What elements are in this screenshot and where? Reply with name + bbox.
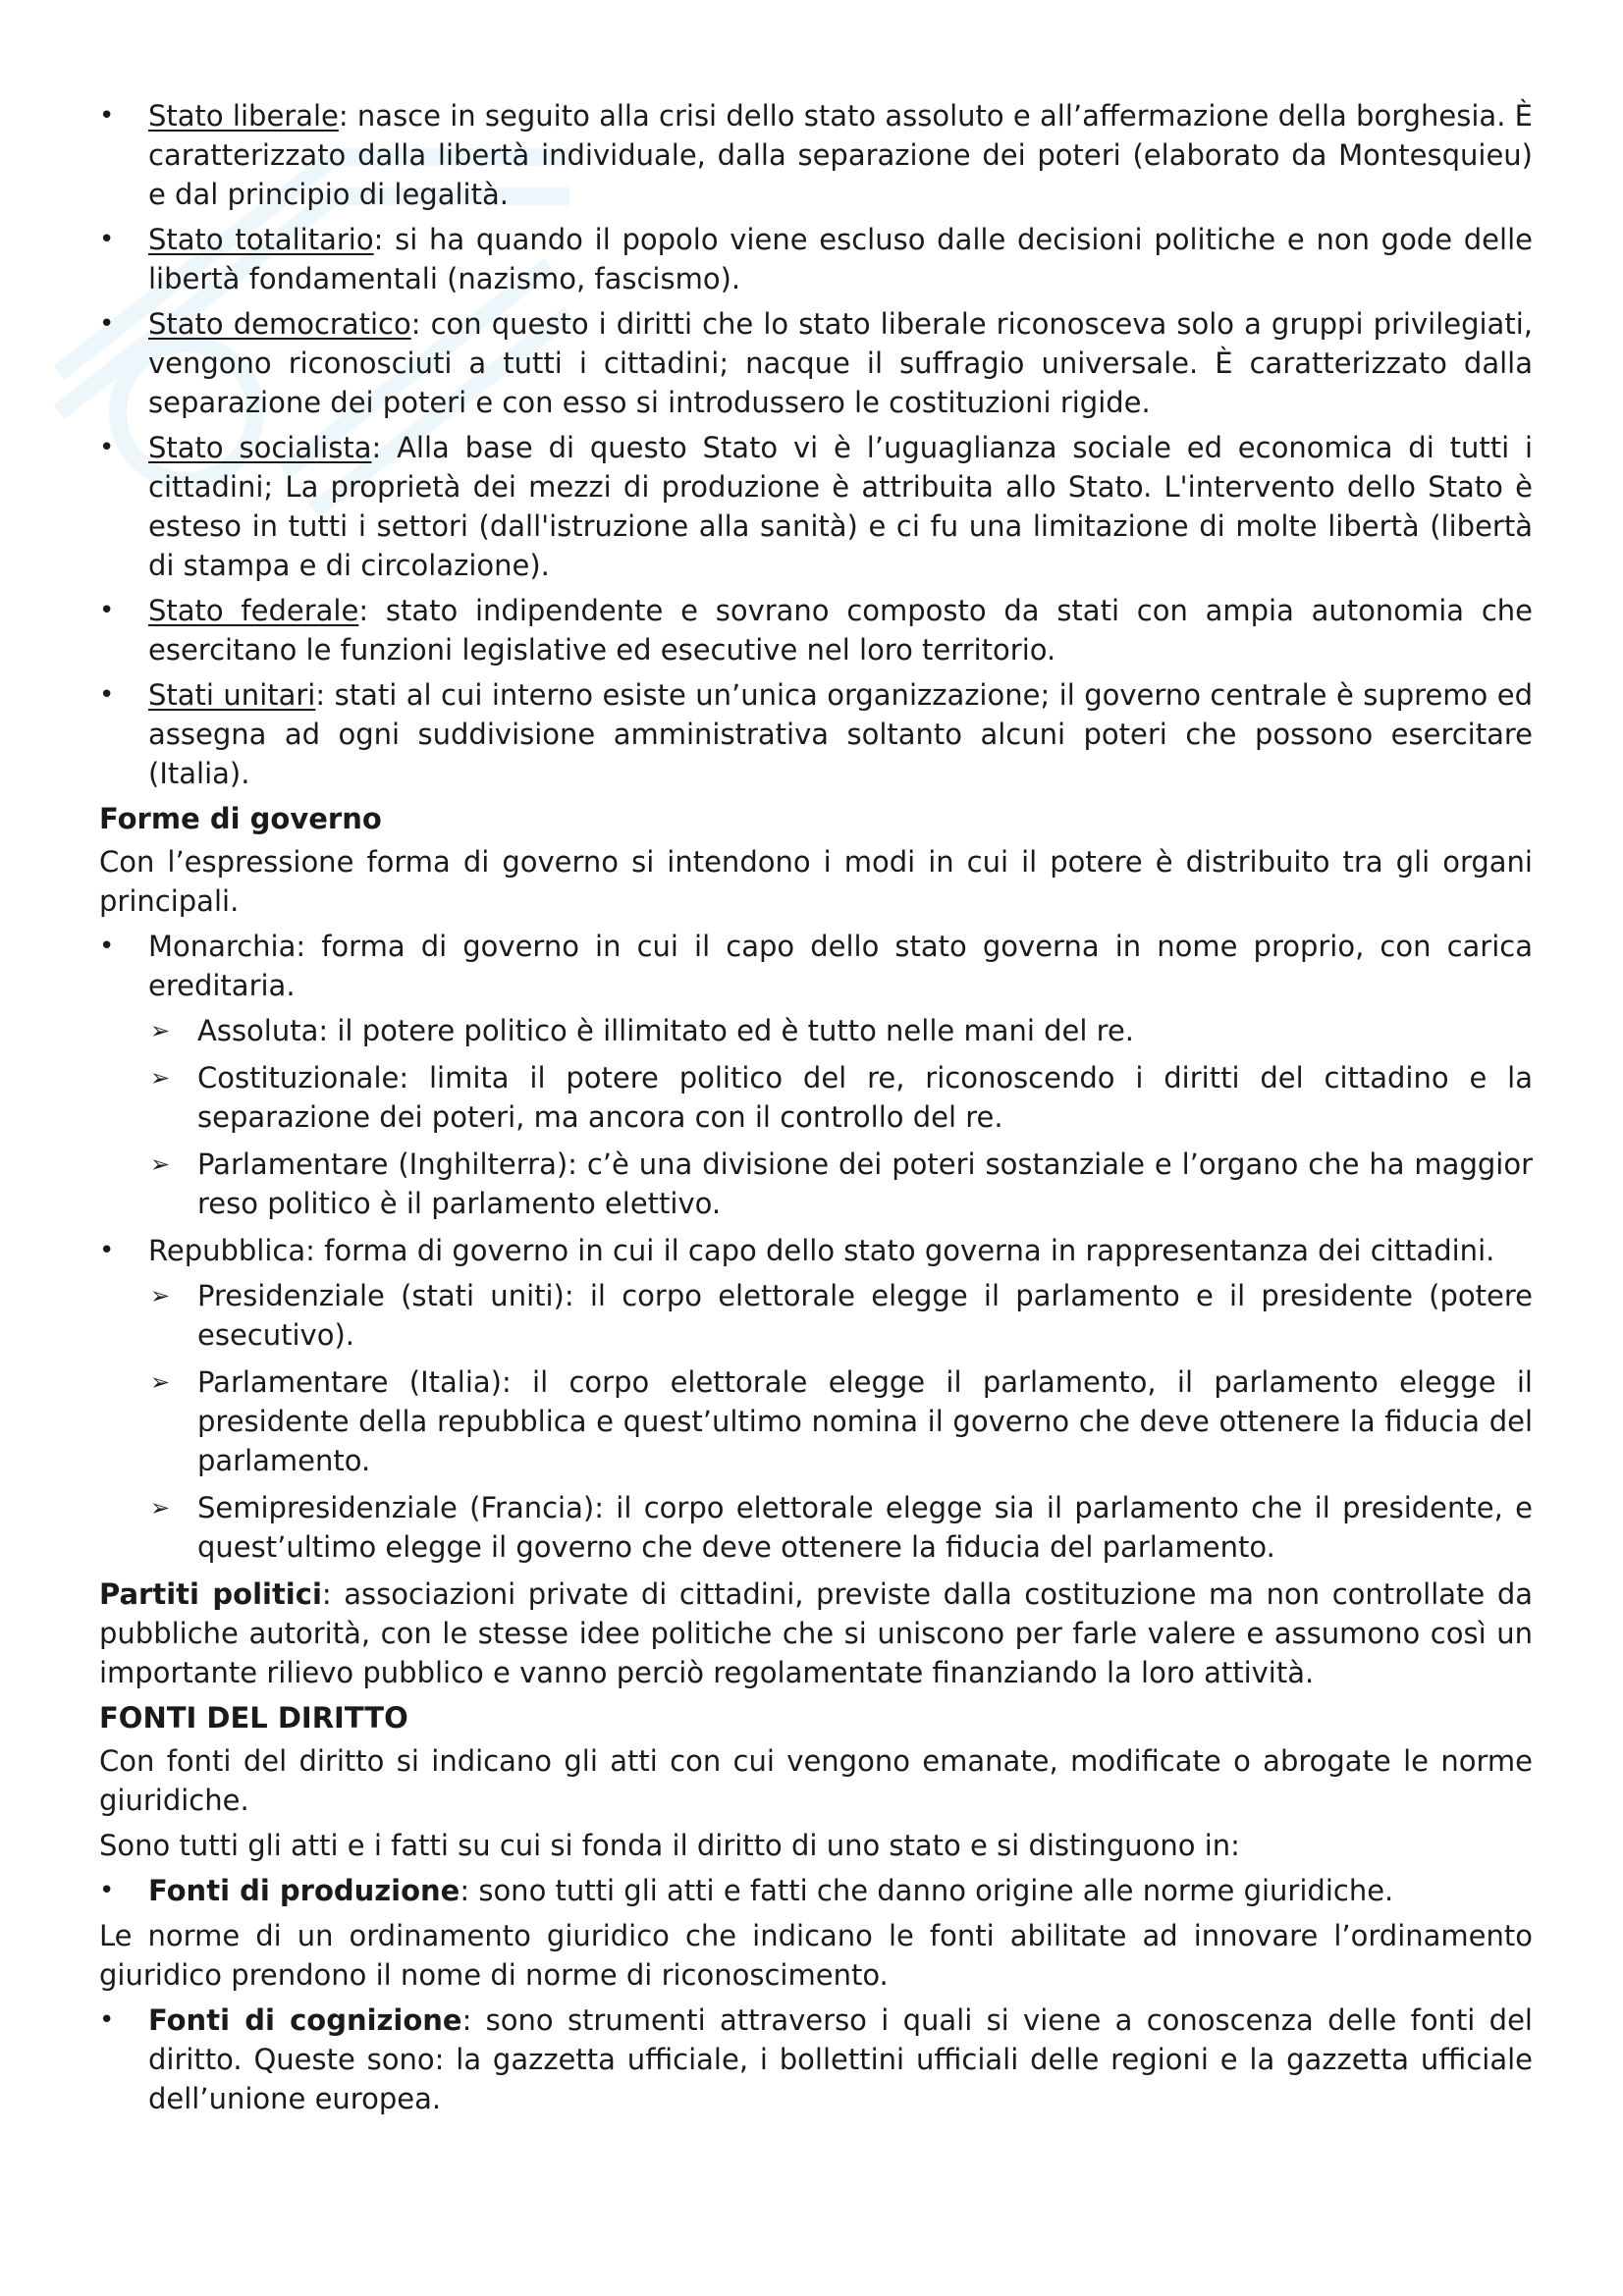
term: Stato liberale bbox=[148, 99, 339, 133]
section-heading-forme: Forme di governo bbox=[99, 802, 382, 835]
bullet-icon: • bbox=[99, 225, 115, 254]
list-item bbox=[99, 591, 1533, 669]
fonti-intro-2: Sono tutti gli atti e i fatti su cui si fonda il diritto di uno stato e si distinguono in: bbox=[99, 1829, 1240, 1862]
definition: : con questo i diritti che lo stato liberale riconosceva solo a gruppi privilegiati, vengono riconosciuti a tutti i cittadini; nacque il suffragio universale. È caratterizzato dalla separazione dei poteri e con esso si introdussero le costituzioni rigide. bbox=[148, 307, 1533, 419]
list-item bbox=[99, 220, 1533, 298]
sub-item bbox=[148, 1011, 1533, 1050]
term: Stato federale bbox=[148, 594, 359, 627]
list-item bbox=[99, 96, 1533, 214]
list-item bbox=[99, 304, 1533, 422]
definition: : sono tutti gli atti e fatti che danno origine alle norme giuridiche. bbox=[460, 1874, 1394, 1907]
term: Stato socialista bbox=[148, 431, 372, 464]
sub-item bbox=[148, 1488, 1533, 1567]
term: Fonti di cognizione bbox=[148, 2003, 462, 2037]
definition: : stato indipendente e sovrano composto da stati con ampia autonomia che esercitano le funzioni legislative ed esecutive nel loro territorio. bbox=[148, 594, 1534, 667]
bullet-icon: • bbox=[99, 433, 115, 462]
term: Stato totalitario bbox=[148, 223, 374, 256]
definition: : Alla base di questo Stato vi è l’uguaglianza sociale ed economica di tutti i cittadini; La proprietà dei mezzi di produzione è attribuita allo Stato. L'intervento dello Stato è esteso in tutti i settori (dall'istruzione alla sanità) e ci fu una limitazione di molte libertà (libertà di stampa e di circolazione). bbox=[148, 431, 1534, 582]
monarchia-text: Monarchia: forma di governo in cui il capo dello stato governa in nome proprio, con carica ereditaria. bbox=[148, 930, 1533, 1002]
bullet-icon: • bbox=[99, 1236, 115, 1265]
fonti-intro-1: Con fonti del diritto si indicano gli atti con cui vengono emanate, modificate o abrogate le norme giuridiche. bbox=[99, 1744, 1533, 1817]
definition: : si ha quando il popolo viene escluso dalle decisioni politiche e non gode delle libertà fondamentali (nazismo, fascismo). bbox=[148, 223, 1533, 295]
bullet-icon: • bbox=[99, 680, 115, 710]
arrowhead-icon: ➢ bbox=[150, 1368, 171, 1396]
sub-item bbox=[148, 1058, 1533, 1137]
definition: : nasce in seguito alla crisi dello stato assoluto e all’affermazione della borghesia. È caratterizzato dalla libertà individuale, dalla separazione dei poteri (elaborato da Montesquieu) e dal principio di legalità. bbox=[148, 99, 1533, 211]
sub-item-text: Parlamentare (Italia): il corpo elettorale elegge il parlamento, il parlamento elegge il presidente della repubblica e quest’ultimo nomina il governo che deve ottenere la fiducia del parlamento. bbox=[197, 1365, 1533, 1477]
arrowhead-icon: ➢ bbox=[150, 1494, 171, 1522]
sub-item bbox=[148, 1145, 1533, 1223]
sub-item-text: Costituzionale: limita il potere politico del re, riconoscendo i diritti del cittadino e la separazione dei poteri, ma ancora con il controllo del re. bbox=[197, 1061, 1533, 1134]
partiti-text: : associazioni private di cittadini, previste dalla costituzione ma non controllate da pubbliche autorità, con le stesse idee politiche che si uniscono per farle valere e assumono così un importante rilievo pubblico e vanno perciò regolamentate finanziando la loro attività. bbox=[99, 1577, 1533, 1689]
arrowhead-icon: ➢ bbox=[150, 1064, 171, 1092]
document-page bbox=[99, 96, 1533, 2124]
bullet-icon: • bbox=[99, 101, 115, 131]
monarchia-sublist bbox=[148, 1011, 1533, 1223]
sub-item-text: Semipresidenziale (Francia): il corpo elettorale elegge sia il parlamento che il presidente, e quest’ultimo elegge il governo che deve ottenere la fiducia del parlamento. bbox=[197, 1491, 1533, 1564]
definition: : stati al cui interno esiste un’unica organizzazione; il governo centrale è supremo ed assegna ad ogni suddivisione amministrativa soltanto alcuni poteri che possono esercitare (Italia). bbox=[148, 678, 1533, 790]
sub-item-text: Assoluta: il potere politico è illimitato ed è tutto nelle mani del re. bbox=[197, 1014, 1134, 1047]
bullet-icon: • bbox=[99, 596, 115, 625]
bullet-icon: • bbox=[99, 2005, 115, 2035]
term: Fonti di produzione bbox=[148, 1874, 460, 1907]
fonti-produzione-list bbox=[99, 1871, 1533, 1910]
list-item-monarchia bbox=[99, 927, 1533, 1223]
state-types-list bbox=[99, 96, 1533, 793]
fonti-cognizione-list bbox=[99, 2001, 1533, 2118]
sub-item bbox=[148, 1362, 1533, 1480]
definition: : sono strumenti attraverso i quali si viene a conoscenza delle fonti del diritto. Queste sono: la gazzetta ufficiale, i bollettini ufficiali delle regioni e la gazzetta ufficiale dell’unione europea. bbox=[148, 2003, 1533, 2115]
arrowhead-icon: ➢ bbox=[150, 1017, 171, 1044]
list-item bbox=[99, 2001, 1533, 2118]
bullet-icon: • bbox=[99, 1876, 115, 1905]
sub-item-text: Presidenziale (stati uniti): il corpo elettorale elegge il parlamento e il presidente (potere esecutivo). bbox=[197, 1279, 1533, 1352]
list-item-repubblica bbox=[99, 1231, 1533, 1567]
partiti-paragraph bbox=[99, 1575, 1533, 1692]
forme-list bbox=[99, 927, 1533, 1567]
list-item bbox=[99, 1871, 1533, 1910]
sub-item bbox=[148, 1276, 1533, 1355]
term: Stati unitari bbox=[148, 678, 316, 712]
term: Stato democratico bbox=[148, 307, 411, 341]
section-heading-fonti: FONTI DEL DIRITTO bbox=[99, 1701, 408, 1735]
repubblica-text: Repubblica: forma di governo in cui il capo dello stato governa in rappresentanza dei cittadini. bbox=[148, 1234, 1495, 1267]
partiti-term: Partiti politici bbox=[99, 1577, 322, 1611]
list-item bbox=[99, 428, 1533, 585]
list-item bbox=[99, 675, 1533, 793]
arrowhead-icon: ➢ bbox=[150, 1150, 171, 1178]
forme-intro: Con l’espressione forma di governo si intendono i modi in cui il potere è distribuito tra gli organi principali. bbox=[99, 845, 1533, 918]
sub-item-text: Parlamentare (Inghilterra): c’è una divisione dei poteri sostanziale e l’organo che ha maggior reso politico è il parlamento elettivo. bbox=[197, 1148, 1533, 1220]
arrowhead-icon: ➢ bbox=[150, 1282, 171, 1309]
bullet-icon: • bbox=[99, 309, 115, 339]
bullet-icon: • bbox=[99, 932, 115, 961]
repubblica-sublist bbox=[148, 1276, 1533, 1567]
fonti-middle: Le norme di un ordinamento giuridico che indicano le fonti abilitate ad innovare l’ordinamento giuridico prendono il nome di norme di riconoscimento. bbox=[99, 1919, 1533, 1992]
